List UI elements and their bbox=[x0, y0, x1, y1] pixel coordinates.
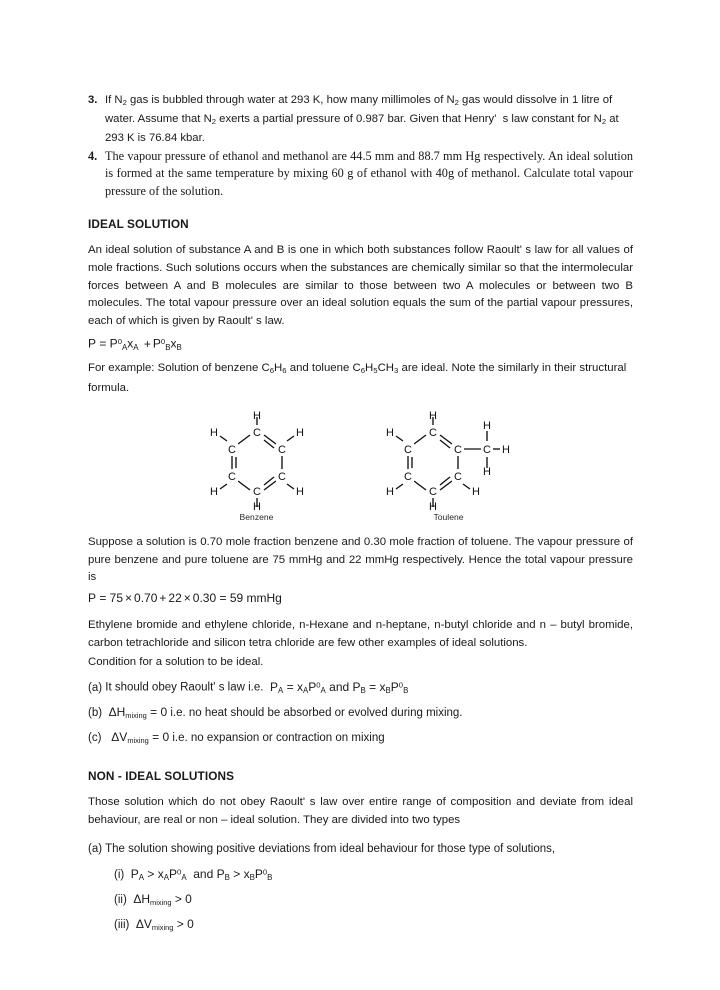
atom-label-hydrogen: H bbox=[385, 427, 394, 440]
condition-c bbox=[88, 728, 633, 750]
atom-label-hydrogen: H bbox=[252, 501, 261, 512]
atom-label-carbon: C bbox=[453, 471, 462, 484]
atom-label-carbon: C bbox=[227, 471, 236, 484]
condition-equation-b: ΔHmixing = 0 bbox=[105, 704, 168, 720]
figure-caption-benzene: Benzene bbox=[239, 512, 274, 523]
nonideal-subitem-iii bbox=[114, 915, 633, 937]
question-text-3: If $N_2$ gas is bubbled through water at 293 K, how many millimoles of $N_2$ gas would dissolve in 1 litre of water. Assume that $N_2$ exerts a partial pressure of 0.987 bar. Given that Henry' s law constant for $N_2$ at 293 K is 76.84 kbar. bbox=[105, 94, 619, 144]
nonideal-equation-ii: ΔHmixing > 0 bbox=[129, 892, 192, 908]
equation-numeric-pressure: P = 75 × 0.70 + 22 × 0.30 = 59 mmHg bbox=[88, 591, 282, 606]
condition-text-a: It should obey Raoult' s law i.e. bbox=[105, 681, 264, 694]
condition-equation-c: ΔVmixing = 0 bbox=[104, 729, 170, 746]
condition-text-c: i.e. no expansion or contraction on mixing bbox=[172, 731, 385, 744]
atom-label-carbon: C bbox=[227, 444, 236, 457]
nonideal-label-iii: (iii) bbox=[114, 919, 130, 932]
nonideal-equation-iii: ΔVmixing > 0 bbox=[132, 917, 194, 933]
condition-label-a: (a) bbox=[88, 681, 103, 694]
atom-label-hydrogen: H bbox=[428, 501, 437, 512]
question-number: 3. bbox=[88, 94, 98, 106]
atom-label-carbon: C bbox=[277, 471, 286, 484]
atom-label-carbon: C bbox=[252, 486, 261, 499]
nonideal-label-ii: (ii) bbox=[114, 894, 127, 907]
atom-label-carbon: C bbox=[403, 471, 412, 484]
ideal-paragraph-2: For example: Solution of benzene $C_6H_6$ and toluene $C_6H_5CH_3$ are ideal. Note the similarly in their structural formula. bbox=[88, 362, 627, 394]
nonideal-text-a: The solution showing positive deviations from ideal behaviour for those type of solutions, bbox=[105, 843, 556, 856]
figure-caption-toluene: Toulene bbox=[433, 512, 464, 523]
condition-label-c: (c) bbox=[88, 731, 102, 744]
nonideal-subitem-i bbox=[114, 862, 633, 887]
condition-text-b: i.e. no heat should be absorbed or evolved during mixing. bbox=[170, 706, 463, 719]
atom-label-carbon: C bbox=[482, 444, 491, 457]
atom-label-hydrogen: H bbox=[295, 427, 304, 440]
condition-intro: Condition for a solution to be ideal. bbox=[88, 656, 264, 669]
nonideal-item-a bbox=[88, 840, 633, 859]
question-item-4 bbox=[88, 148, 633, 201]
question-number: 4. bbox=[88, 148, 98, 163]
heading-ideal-solution: IDEAL SOLUTION bbox=[88, 217, 189, 232]
atom-label-carbon: C bbox=[428, 427, 437, 440]
condition-a bbox=[88, 675, 633, 700]
atom-label-hydrogen: H bbox=[295, 486, 304, 499]
atom-label-hydrogen: H bbox=[471, 486, 480, 499]
nonideal-label-a: (a) bbox=[88, 843, 103, 856]
condition-b bbox=[88, 703, 633, 725]
atom-label-hydrogen: H bbox=[385, 486, 394, 499]
molecular-structure-figure bbox=[88, 411, 633, 522]
question-text-4: The vapour pressure of ethanol and methanol are 44.5 mm and 88.7 mm Hg respectively. An ideal solution is formed at the same temperature by mixing 60 g of ethanol with 40g of methanol. Calculate total vapour pressure of the solution. bbox=[105, 148, 633, 198]
benzene-structure-diagram bbox=[198, 411, 316, 511]
ideal-paragraph-1: An ideal solution of substance A and B is one in which both substances follow Raoult' s law for all values of mole fractions. Such solutions occurs when the substances are chemically similar so that the intermolecular forces between A and B molecules are similar to those between two A molecules or between two B molecules. The total vapour pressure over an ideal solution equals the sum of the partial vapour pressures, each of which is given by Raoult' s law. bbox=[88, 244, 633, 327]
atom-label-hydrogen: H bbox=[501, 444, 510, 457]
condition-label-b: (b) bbox=[88, 706, 103, 719]
atom-label-hydrogen: H bbox=[209, 486, 218, 499]
atom-label-carbon: C bbox=[428, 486, 437, 499]
nonideal-subitem-ii bbox=[114, 890, 633, 912]
ideal-paragraph-3: Suppose a solution is 0.70 mole fraction benzene and 0.30 mole fraction of toluene. The vapour pressure of pure benzene and pure toluene are 75 mmHg and 22 mmHg respectively. Hence the total vapour pressure is bbox=[88, 536, 633, 584]
toluene-structure-diagram bbox=[374, 411, 524, 511]
atom-label-hydrogen: H bbox=[428, 411, 437, 423]
atom-label-carbon: C bbox=[453, 444, 462, 457]
condition-equation-a: $P_A = x_AP^0_A$ and $P_B = x_BP^0_B$ bbox=[266, 679, 409, 695]
nonideal-label-i: (i) bbox=[114, 869, 125, 882]
nonideal-paragraph-1: Those solution which do not obey Raoult' s law over entire range of composition and deviate from ideal behaviour, are real or non – ideal solution. They are divided into two types bbox=[88, 796, 633, 826]
question-list bbox=[88, 92, 633, 200]
heading-non-ideal-solutions: NON - IDEAL SOLUTIONS bbox=[88, 769, 235, 784]
molecule-benzene bbox=[198, 411, 316, 522]
atom-label-hydrogen: H bbox=[482, 420, 491, 433]
atom-label-hydrogen: H bbox=[209, 427, 218, 440]
ideal-paragraph-4: Ethylene bromide and ethylene chloride, n-Hexane and n-heptane, n-butyl chloride and n – butyl bromide, carbon tetrachloride and silicon tetra chloride are few other examples of ideal solutions. bbox=[88, 619, 633, 649]
molecule-toluene bbox=[374, 411, 524, 522]
page-content bbox=[88, 92, 633, 941]
equation-total-pressure: $P = P^0_Ax_A + P^0_Bx_B$ bbox=[88, 336, 182, 353]
atom-label-carbon: C bbox=[403, 444, 412, 457]
atom-label-carbon: C bbox=[252, 427, 261, 440]
atom-label-hydrogen: H bbox=[252, 411, 261, 423]
atom-label-carbon: C bbox=[277, 444, 286, 457]
question-item-3 bbox=[88, 92, 633, 147]
atom-label-hydrogen: H bbox=[482, 466, 491, 479]
nonideal-equation-i: $P_A > x_AP^0_A$ and $P_B > x_BP^0_B$ bbox=[127, 867, 273, 883]
